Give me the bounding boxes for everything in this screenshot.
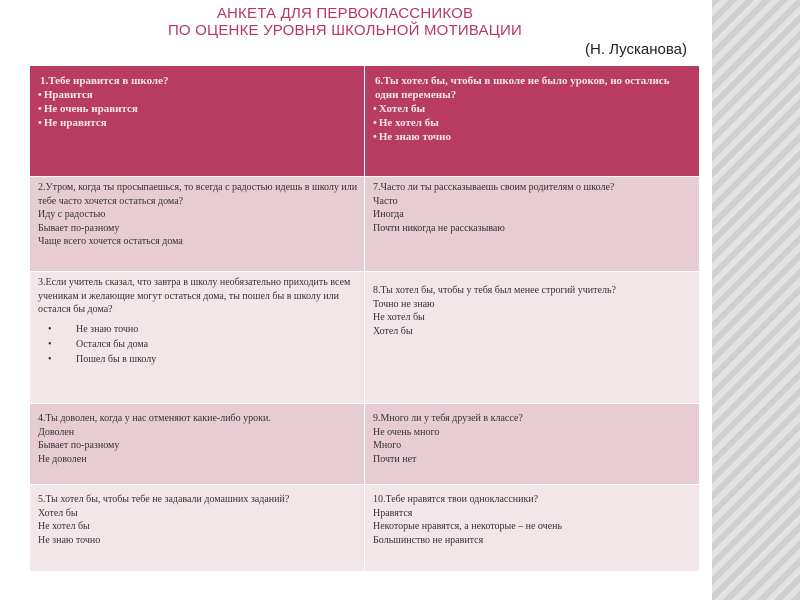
- answer-option: Почти никогда не рассказываю: [373, 222, 505, 234]
- answer-option: Бывает по-разному: [38, 440, 120, 451]
- answer-option: Часто: [373, 195, 398, 207]
- decorative-stripe: [712, 0, 800, 600]
- answer-option: • Пошел бы в школу: [48, 352, 358, 367]
- question-cell-1: [30, 66, 365, 177]
- answer-option: Чаще всего хочется остаться дома: [38, 236, 183, 247]
- title-line-1: АНКЕТА ДЛЯ ПЕРВОКЛАССНИКОВ: [216, 5, 474, 22]
- table-row: [30, 485, 700, 572]
- answer-option: Доволен: [38, 426, 75, 438]
- answer-option: • Не нравится: [38, 116, 358, 130]
- answer-option: Не хотел бы: [373, 312, 425, 323]
- answer-option: • Не знаю точно: [373, 130, 693, 144]
- question-text: 2.Утром, когда ты просыпаешься, то всегда с радостью идешь в школу или тебе часто хочется остаться дома?: [38, 182, 358, 207]
- answer-option: • Нравится: [38, 88, 358, 102]
- question-text: 6.Ты хотел бы, чтобы в школе не было уроков, но остались одни перемены?: [375, 75, 670, 101]
- question-cell-3: [30, 272, 365, 404]
- question-cell-8: [365, 272, 700, 404]
- page-title: [150, 5, 540, 39]
- question-cell-7: [365, 177, 700, 272]
- question-text: 7.Часто ли ты рассказываешь своим родителям о школе?: [373, 182, 615, 193]
- question-cell-9: [365, 404, 700, 485]
- answer-option: Некоторые нравятся, а некоторые – не очень: [373, 521, 563, 532]
- answer-option: • Не знаю точно: [48, 322, 358, 337]
- answer-option: Не очень много: [373, 426, 440, 438]
- question-text: 5.Ты хотел бы, чтобы тебе не задавали домашних заданий?: [38, 494, 290, 505]
- answer-option: Точно не знаю: [373, 298, 435, 310]
- author-label: (Н. Лусканова): [585, 41, 688, 58]
- answer-option: Не знаю точно: [38, 534, 101, 546]
- answer-option: Хотел бы: [38, 507, 78, 519]
- answer-option: Бывает по-разному: [38, 222, 120, 234]
- answer-option: Иногда: [373, 209, 404, 220]
- answer-option: Не доволен: [38, 453, 87, 465]
- question-text: 3.Если учитель сказал, что завтра в школу необязательно приходить всем ученикам и желающие могут остаться дома, ты пошел бы в школу или остался бы дома?: [38, 277, 351, 315]
- question-cell-6: [365, 66, 700, 177]
- question-cell-4: [30, 404, 365, 485]
- question-cell-10: [365, 485, 700, 572]
- answer-option: • Остался бы дома: [48, 337, 358, 352]
- answer-option: • Не очень нравится: [38, 102, 358, 116]
- questionnaire-table: [29, 65, 700, 572]
- answer-option: Хотел бы: [373, 325, 413, 337]
- answer-option: Иду с радостью: [38, 209, 106, 220]
- table-row: [30, 177, 700, 272]
- answer-option: Почти нет: [373, 453, 417, 465]
- answer-option: Большинство не нравится: [373, 534, 484, 546]
- answer-option: Нравятся: [373, 507, 413, 519]
- table-row: [30, 66, 700, 177]
- question-cell-2: [30, 177, 365, 272]
- answer-option: Много: [373, 440, 402, 451]
- question-cell-5: [30, 485, 365, 572]
- question-text: 9.Много ли у тебя друзей в классе?: [373, 413, 523, 424]
- answer-option: • Не хотел бы: [373, 116, 693, 130]
- table-row: [30, 272, 700, 404]
- title-line-2: ПО ОЦЕНКЕ УРОВНЯ ШКОЛЬНОЙ МОТИВАЦИИ: [167, 22, 523, 39]
- answer-list: [38, 322, 358, 367]
- question-text: 10.Тебе нравятся твои одноклассники?: [373, 494, 539, 505]
- answer-option: • Хотел бы: [373, 102, 693, 116]
- question-text: 4.Ты доволен, когда у нас отменяют какие-либо уроки.: [38, 413, 271, 424]
- answer-option: Не хотел бы: [38, 521, 90, 532]
- table-row: [30, 404, 700, 485]
- question-text: 1.Тебе нравится в школе?: [40, 75, 169, 87]
- question-text: 8.Ты хотел бы, чтобы у тебя был менее строгий учитель?: [373, 285, 616, 296]
